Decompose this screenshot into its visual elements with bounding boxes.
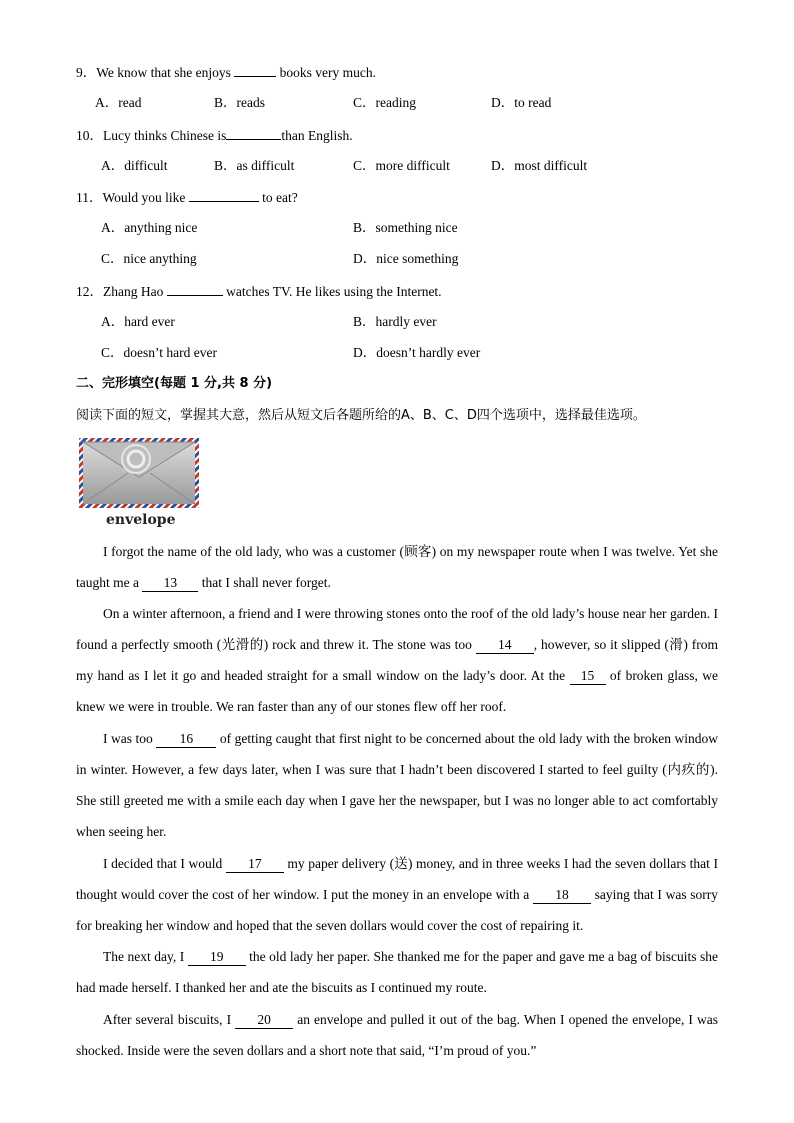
cloze-blank: 15 — [570, 668, 606, 685]
option: D．nice something — [353, 251, 459, 266]
passage-paragraph: After several biscuits, I 20 an envelope and pulled it out of the bag. When I opened the envelope, I was shocked. Inside were the seven dollars and a short note that said, “I’m proud of you.” — [76, 1012, 718, 1058]
option: C．more difficult — [353, 158, 450, 173]
answer-blank — [234, 63, 276, 77]
option: C．doesn’t hard ever — [101, 345, 217, 360]
answer-blank — [189, 188, 259, 202]
option: C．reading — [353, 95, 416, 110]
question-9-stem: 9．We know that she enjoys books very much. — [76, 65, 376, 80]
question-11-stem: 11．Would you like to eat? — [76, 190, 298, 205]
envelope-icon — [78, 437, 202, 529]
passage-paragraph: I forgot the name of the old lady, who was a customer (顾客) on my newspaper route when I was twelve. Yet she taught me a 13 that I shall never forget. — [76, 544, 718, 590]
question-10-stem: 10．Lucy thinks Chinese is than English. — [76, 128, 353, 143]
option: C．nice anything — [101, 251, 197, 266]
answer-blank — [226, 126, 281, 140]
envelope-figure — [78, 437, 202, 529]
option: D．to read — [491, 95, 552, 110]
passage-paragraph: I was too 16 of getting caught that first night to be concerned about the old lady with the broken window in winter. However, a few days later, when I was sure that I hadn’t been discovered I started to feel guilty (内疚的). She still greeted me with a smile each day when I gave her the newspaper, but I was no longer able to act comfortably when seeing her. — [76, 731, 718, 839]
section-instruction: 阅读下面的短文，掌握其大意，然后从短文后各题所给的A、B、C、D四个选项中，选择最佳选项。 — [76, 408, 646, 423]
section-heading: 二、完形填空(每题 1 分,共 8 分) — [76, 376, 273, 391]
passage-paragraph: On a winter afternoon, a friend and I were throwing stones onto the roof of the old lady’s house near her garden. I found a perfectly smooth (光滑的) rock and threw it. The stone was too 14 , however, so it slipped (滑) from my hand as I let it go and headed straight for a small window on the lady’s door. At the 15 of broken glass, we knew we were in trouble. We ran faster than any of our stones flew off her roof. — [76, 606, 718, 714]
option: D．most difficult — [491, 158, 588, 173]
question-12-stem: 12．Zhang Hao watches TV. He likes using the Internet. — [76, 284, 442, 299]
option: A．difficult — [101, 158, 168, 173]
option: A．read — [95, 95, 142, 110]
cloze-blank: 16 — [156, 731, 216, 748]
cloze-blank: 20 — [235, 1012, 293, 1029]
passage-paragraph: I decided that I would 17 my paper delivery (送) money, and in three weeks I had the seven dollars that I thought would cover the cost of her window. I put the money in an envelope with a 18 saying that I was sorry for breaking her window and hoped that the seven dollars would cover the cost of repairing it. — [76, 856, 718, 933]
option: A．hard ever — [101, 314, 175, 329]
passage-paragraph: The next day, I 19 the old lady her paper. She thanked me for the paper and gave me a bag of biscuits she had made herself. I thanked her and ate the biscuits as I continued my route. — [76, 949, 718, 995]
option: B．as difficult — [214, 158, 295, 173]
option: A．anything nice — [101, 220, 198, 235]
option: B．hardly ever — [353, 314, 437, 329]
option: B．something nice — [353, 220, 458, 235]
cloze-blank: 14 — [476, 637, 534, 654]
cloze-blank: 18 — [533, 887, 591, 904]
option: D．doesn’t hardly ever — [353, 345, 481, 360]
answer-blank — [167, 282, 223, 296]
cloze-blank: 13 — [142, 575, 198, 592]
option: B．reads — [214, 95, 265, 110]
cloze-blank: 17 — [226, 856, 284, 873]
cloze-blank: 19 — [188, 949, 246, 966]
figure-caption: envelope — [106, 512, 176, 528]
